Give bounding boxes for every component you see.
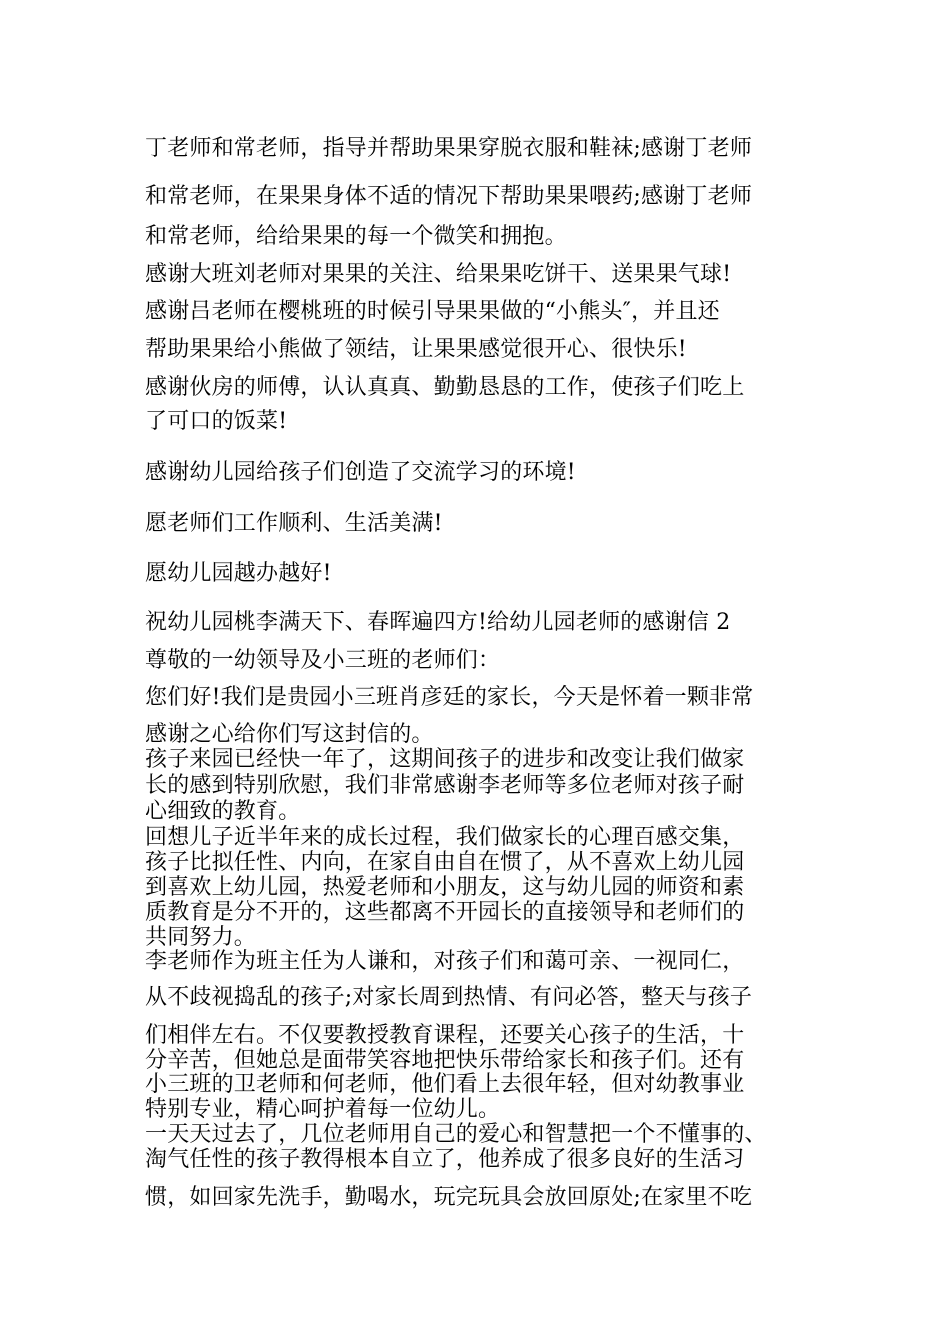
text-line: 感谢伙房的师傅，认认真真、勤勤恳恳的工作，使孩子们吃上 xyxy=(145,375,745,400)
text-line: 您们好!我们是贵园小三班肖彦廷的家长，今天是怀着一颗非常 xyxy=(145,685,754,710)
text-line: 惯，如回家先洗手，勤喝水，玩完玩具会放回原处;在家里不吃 xyxy=(145,1185,753,1210)
text-line: 一天天过去了，几位老师用自己的爱心和智慧把一个不懂事的、 xyxy=(145,1122,767,1147)
text-line: 感谢大班刘老师对果果的关注、给果果吃饼干、送果果气球! xyxy=(145,262,732,287)
text-line: 帮助果果给小熊做了领结，让果果感觉很开心、很快乐! xyxy=(145,337,687,362)
section-heading: 祝幼儿园桃李满天下、春晖遍四方!给幼儿园老师的感谢信 2 xyxy=(145,610,731,635)
text-line: 和常老师，在果果身体不适的情况下帮助果果喂药;感谢丁老师 xyxy=(145,184,753,209)
text-line: 和常老师，给给果果的每一个微笑和拥抱。 xyxy=(145,224,567,249)
salutation: 尊敬的一幼领导及小三班的老师们： xyxy=(145,648,501,673)
text-line: 长的感到特别欣慰，我们非常感谢李老师等多位老师对孩子耐 xyxy=(145,773,745,798)
text-line: 小三班的卫老师和何老师，他们看上去很年轻，但对幼教事业 xyxy=(145,1072,745,1097)
text-line: 愿幼儿园越办越好! xyxy=(145,561,332,586)
text-line: 感谢幼儿园给孩子们创造了交流学习的环境! xyxy=(145,460,576,485)
text-line: 孩子比拟任性、内向，在家自由自在惯了，从不喜欢上幼儿园 xyxy=(145,850,745,875)
text-line: 回想儿子近半年来的成长过程，我们做家长的心理百感交集， xyxy=(145,825,745,850)
text-line: 孩子来园已经快一年了，这期间孩子的进步和改变让我们做家 xyxy=(145,747,745,772)
text-line: 共同努力。 xyxy=(145,925,257,950)
text-line: 们相伴左右。不仅要教授教育课程，还要关心孩子的生活，十 xyxy=(145,1023,745,1048)
text-line: 愿老师们工作顺利、生活美满! xyxy=(145,511,443,536)
text-line: 感谢之心给你们写这封信的。 xyxy=(145,722,434,747)
text-line: 特别专业，精心呵护着每一位幼儿。 xyxy=(145,1097,501,1122)
text-line: 到喜欢上幼儿园，热爱老师和小朋友，这与幼儿园的师资和素 xyxy=(145,875,745,900)
text-line: 李老师作为班主任为人谦和，对孩子们和蔼可亲、一视同仁， xyxy=(145,949,745,974)
text-line: 丁老师和常老师，指导并帮助果果穿脱衣服和鞋袜;感谢丁老师 xyxy=(145,136,753,161)
text-line: 了可口的饭菜! xyxy=(145,409,288,434)
text-line: 从不歧视捣乱的孩子;对家长周到热情、有问必答，整天与孩子 xyxy=(145,985,753,1010)
text-line: 分辛苦，但她总是面带笑容地把快乐带给家长和孩子们。还有 xyxy=(145,1048,745,1073)
text-line: 心细致的教育。 xyxy=(145,799,301,824)
text-line: 质教育是分不开的，这些都离不开园长的直接领导和老师们的 xyxy=(145,900,745,925)
text-line: 感谢吕老师在樱桃班的时候引导果果做的“小熊头″，并且还 xyxy=(145,299,720,324)
text-line: 淘气任性的孩子教得根本自立了，他养成了很多良好的生活习 xyxy=(145,1147,745,1172)
